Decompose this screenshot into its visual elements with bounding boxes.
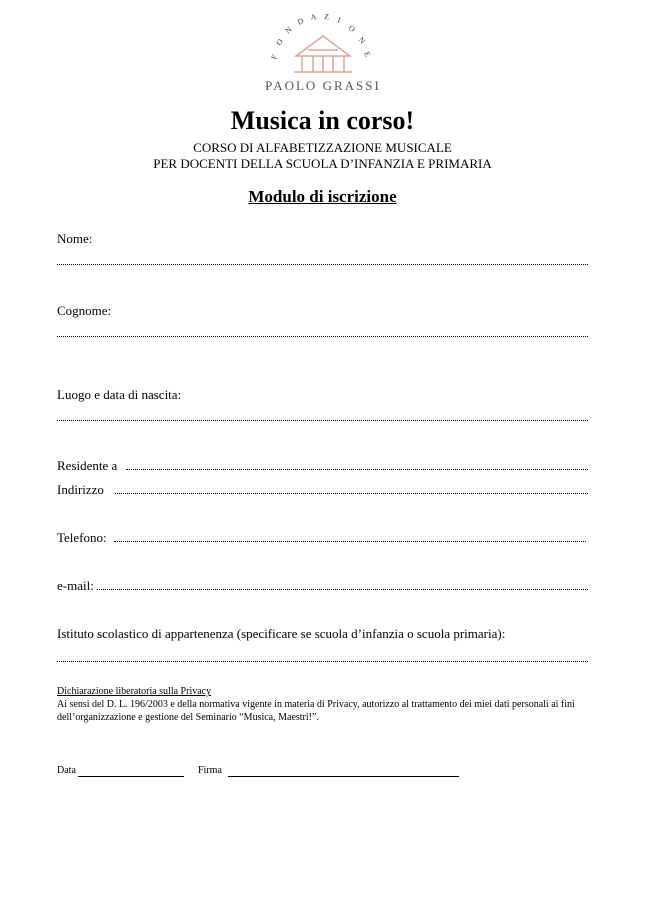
svg-text:F: F [269, 53, 280, 61]
svg-text:N: N [283, 24, 294, 36]
subtitle-line-1: CORSO DI ALFABETIZZAZIONE MUSICALE [193, 140, 452, 155]
svg-text:N: N [356, 35, 368, 46]
data-field[interactable] [78, 776, 184, 777]
nome-field[interactable] [57, 263, 588, 265]
svg-text:A: A [309, 12, 318, 22]
istituto-label: Istituto scolastico di appartenenza (specificare se scuola d’infanzia o scuola primaria): [57, 626, 506, 641]
privacy-title: Dichiarazione liberatoria sulla Privacy [57, 686, 212, 697]
subtitle-line-2: PER DOCENTI DELLA SCUOLA D’INFANZIA E PRIMARIA [153, 156, 492, 171]
svg-text:O: O [346, 23, 357, 34]
nome-label: Nome: [57, 231, 93, 246]
luogo-data-label: Luogo e data di nascita: [57, 387, 182, 402]
email-field[interactable] [97, 588, 588, 590]
residente-field[interactable] [126, 468, 588, 470]
page-title: Musica in corso! [230, 106, 415, 135]
indirizzo-label: Indirizzo [57, 482, 104, 497]
telefono-field[interactable] [114, 540, 586, 542]
cognome-label: Cognome: [57, 303, 112, 318]
istituto-field[interactable] [57, 660, 588, 662]
luogo-data-field[interactable] [57, 419, 588, 421]
svg-text:Z: Z [323, 12, 330, 22]
form-heading: Modulo di iscrizione [248, 187, 397, 206]
privacy-text: Ai sensi del D. L. 196/2003 e della normativa vigente in materia di Privacy, autorizzo al trattamento dei miei dati personali ai fini dell’organizzazione e gestione del Seminario “Musica, Maestri!”. [57, 699, 575, 723]
indirizzo-field[interactable] [115, 492, 588, 494]
logo-name: PAOLO GRASSI [265, 78, 381, 93]
svg-text:O: O [274, 37, 285, 48]
svg-text:I: I [336, 15, 342, 25]
email-label: e-mail: [57, 578, 94, 593]
svg-text:D: D [296, 16, 306, 27]
fondazione-logo [258, 10, 388, 93]
firma-label: Firma [198, 765, 222, 776]
firma-field[interactable] [228, 776, 459, 777]
telefono-label: Telefono: [57, 530, 107, 545]
residente-label: Residente a [57, 458, 118, 473]
cognome-field[interactable] [57, 335, 588, 337]
svg-text:E: E [362, 50, 373, 59]
data-label: Data [57, 765, 76, 776]
